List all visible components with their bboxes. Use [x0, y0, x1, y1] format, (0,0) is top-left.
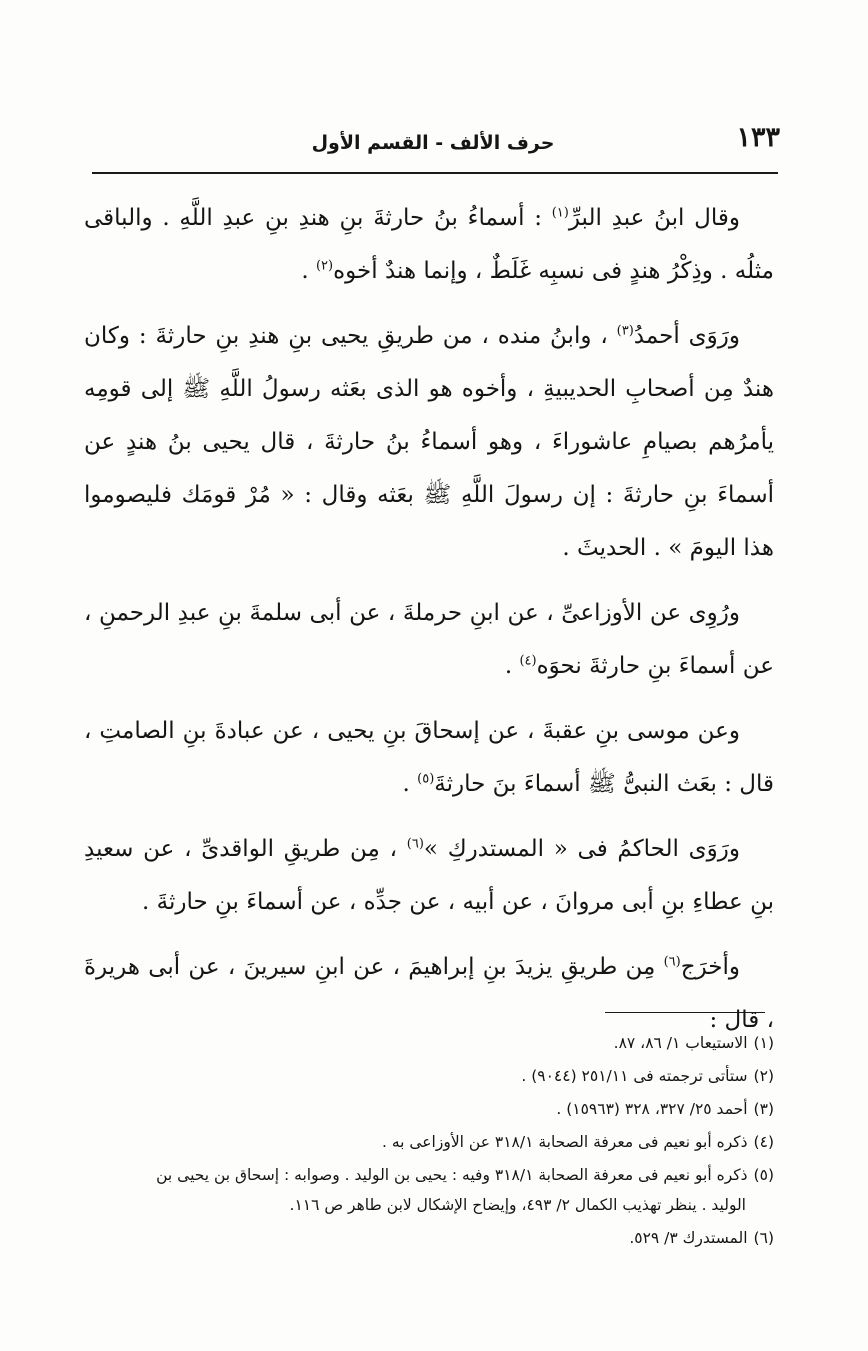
footnote-text: المستدرك ٣/ ٥٢٩.	[629, 1229, 748, 1247]
footnote-text-continued: الوليد . ينظر تهذيب الكمال ٢/ ٤٩٣، وإيضاح الإشكال لابن طاهر ص ١١٦.	[289, 1196, 746, 1214]
running-title: حرف الألف - القسم الأول	[311, 132, 555, 154]
text-run: مِن طريقِ يزيدَ بنِ إبراهيمَ ، عن ابنِ سيرينَ ، عن أبى هريرةَ ، قال :	[84, 954, 774, 1033]
text-run: ورُوِى عن الأوزاعىِّ ، عن ابنِ حرملةَ ، عن أبى سلمةَ بنِ عبدِ الرحمنِ ، عن أسماءَ بنِ حارثةَ نحوَه	[84, 600, 774, 679]
footnote-ref: (٣)	[616, 323, 634, 339]
text-run: .	[402, 771, 418, 797]
paragraph-2	[84, 310, 774, 575]
paragraph-3	[84, 587, 774, 693]
paragraph-1	[84, 192, 774, 298]
footnote-2	[84, 1061, 774, 1091]
page-header	[88, 118, 778, 178]
footnote-text: الاستيعاب ١/ ٨٦، ٨٧.	[613, 1034, 748, 1052]
footnote-text: أحمد ٢٥/ ٣٢٧، ٣٢٨ (١٥٩٦٣) .	[556, 1100, 748, 1118]
footnote-5	[84, 1160, 774, 1220]
footnote-ref: (٦)	[663, 954, 681, 970]
footnote-text: ذكره أبو نعيم فى معرفة الصحابة ٣١٨/١ عن الأوزاعى به .	[381, 1133, 748, 1151]
paragraph-5	[84, 823, 774, 929]
footnote-number: (٤)	[753, 1133, 774, 1151]
footnote-ref: (٥)	[417, 771, 435, 787]
footnote-number: (٣)	[753, 1100, 774, 1118]
footnote-number: (١)	[753, 1034, 774, 1052]
text-run: ، مِن طريقِ الواقدىِّ ، عن سعيدِ بنِ عطاءِ بنِ أبى مروانَ ، عن أبيه ، عن جدِّه ، عن أسماءَ بنِ حارثةَ .	[84, 836, 774, 915]
footnote-ref: (٦)	[406, 836, 424, 852]
footnote-text: ذكره أبو نعيم فى معرفة الصحابة ٣١٨/١ وفيه : يحيى بن الوليد . وصوابه : إسحاق بن يحيى بن	[156, 1166, 748, 1184]
footnote-ref: (١)	[551, 205, 569, 221]
footnote-text: ستأتى ترجمته فى ٢٥١/١١ (٩٠٤٤) .	[521, 1067, 748, 1085]
text-run: ورَوَى أحمدُ	[633, 323, 740, 349]
footnote-1	[84, 1028, 774, 1058]
footnote-ref: (٢)	[315, 258, 334, 274]
footnote-number: (٦)	[753, 1229, 774, 1247]
footnotes	[84, 1028, 774, 1328]
footnote-number: (٥)	[753, 1166, 774, 1184]
text-run: .	[504, 653, 520, 679]
text-run: .	[301, 258, 316, 284]
footnote-number: (٢)	[753, 1067, 774, 1085]
page-number: ١٣٣	[736, 122, 780, 153]
text-run: ، وابنُ منده ، من طريقِ يحيى بنِ هندِ بنِ حارثةَ : وكان هندٌ مِن أصحابِ الحديبيةِ ، وأخوه هو الذى بعَثه رسولُ اللَّهِ ﷺ إلى قومِه يأمرُهم بصيامِ عاشوراءَ ، وهو أسماءُ بنُ حارثةَ ، قال يحيى بنُ هندٍ عن أسماءَ بنِ حارثةَ : إن رسولَ اللَّهِ ﷺ بعَثه وقال : « مُرْ قومَك فليصوموا هذا اليومَ » . الحديثَ .	[84, 323, 774, 561]
footnote-6	[84, 1223, 774, 1253]
footnote-4	[84, 1127, 774, 1157]
text-run: : أسماءُ بنُ حارثةَ بنِ هندِ بنِ عبدِ اللَّهِ . والباقى مثلُه . وذِكْرُ هندٍ فى نسبِه غَلَطٌ ، وإنما هندٌ أخوه	[84, 205, 774, 284]
paragraph-4	[84, 705, 774, 811]
text-run: وقال ابنُ عبدِ البرِّ	[568, 205, 740, 231]
text-run: وعن موسى بنِ عقبةَ ، عن إسحاقَ بنِ يحيى ، عن عبادةَ بنِ الصامتِ ، قال : بعَث النبىُّ ﷺ أسماءَ بنَ حارثةَ	[84, 718, 774, 797]
main-text	[84, 192, 774, 1033]
text-run: وأخرَج	[680, 954, 740, 980]
footnote-ref: (٤)	[519, 653, 537, 669]
footnote-rule	[605, 1012, 765, 1013]
header-rule	[92, 172, 778, 174]
text-run: ورَوَى الحاكمُ فى « المستدركِ »	[423, 836, 740, 862]
footnote-3	[84, 1094, 774, 1124]
